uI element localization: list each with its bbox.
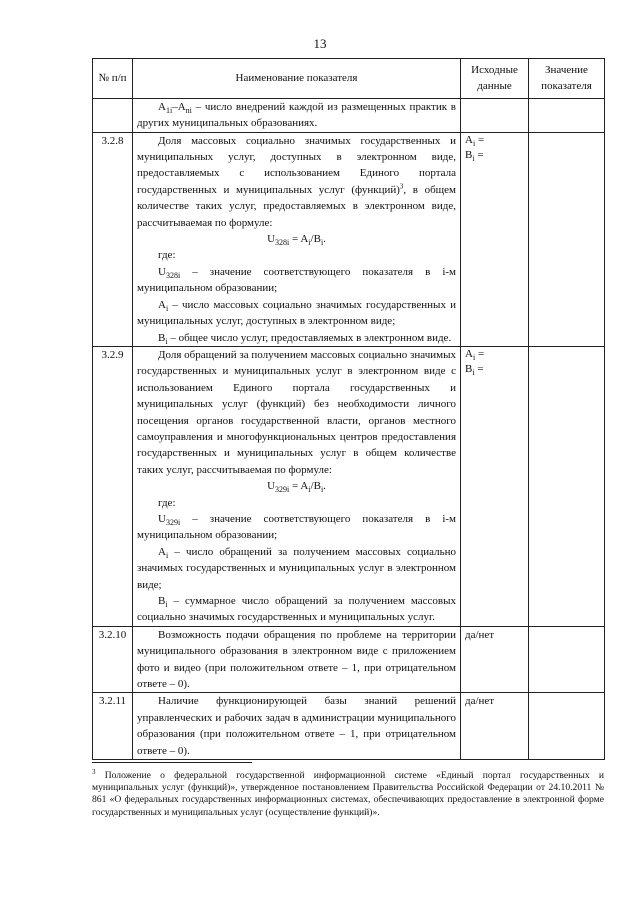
indicator-description: Возможность подачи обращения по проблеме на территории муниципального образования в электронном виде с приложением фото и видео (при положительном ответе – 1, при отрицательном ответе – 0).	[137, 628, 456, 691]
indicator-value	[529, 346, 605, 626]
row-number: 3.2.9	[93, 346, 133, 626]
row-number: 3.2.8	[93, 132, 133, 346]
indicator-value	[529, 693, 605, 760]
definition-u: $U_{328i}$ – значение соответствующего показателя в i-м муниципальном образовании;	[137, 265, 456, 295]
indicator-value	[529, 626, 605, 693]
indicator-description: Доля обращений за получением массовых социально значимых государственных и муниципальных услуг в электронном виде с использованием Единого портала государственных и муниципальных услуг (функций) без необходимости личного посещения органов государственной власти, органов местного самоуправления и многофункциональных центров предоставления государственных и муниципальных услуг в общем количестве таких услуг, рассчитываемая по формуле:	[137, 348, 456, 476]
header-num: № п/п	[93, 59, 133, 99]
footnote-separator	[92, 762, 252, 763]
definition-b: $B_i$ – суммарное число обращений за получением массовых социально значимых государственных и муниципальных услуг.	[137, 595, 456, 624]
table-row	[93, 626, 605, 693]
where-label: где:	[158, 496, 176, 509]
where-label: где:	[158, 249, 176, 262]
definition-a: $A_i$ – число массовых социально значимых государственных и муниципальных услуг, доступных в электронном виде;	[137, 298, 456, 328]
footnote-text: Положение о федеральной государственной информационной системе «Единый портал государственных и муниципальных услуг (функций)», утвержденное постановлением Правительства Российской Федерации от 24.10.2011 № 861 «О федеральных государственных информационных системах, обеспечивающих предоставление в электронной форме государственных и муниципальных услуг (осуществление функций)».	[92, 770, 604, 818]
table-row	[93, 98, 605, 132]
table-row	[93, 132, 605, 346]
footnote	[92, 767, 604, 819]
definition-u: $U_{329i}$ – значение соответствующего показателя в i-м муниципальном образовании;	[137, 512, 456, 542]
definition-b: $B_i$ – общее число услуг, предоставляемых в электронном виде.	[158, 331, 452, 346]
header-value: Значение показателя	[529, 59, 605, 99]
table-header-row	[93, 59, 605, 99]
row-number: 3.2.10	[93, 626, 133, 693]
row-number: 3.2.11	[93, 693, 133, 760]
page-number: 13	[313, 36, 327, 51]
source-data: да/нет	[461, 626, 529, 693]
header-name: Наименование показателя	[133, 59, 461, 99]
formula: $U_{329i} = A_i/B_i$.	[267, 480, 326, 495]
definition-a: $A_i$ – число обращений за получением массовых социально значимых государственных и муниципальных услуг в электронном виде;	[137, 545, 456, 591]
formula: $U_{328i} = A_i/B_i$.	[267, 233, 326, 248]
source-data: $A_i$ = $B_i$ =	[461, 346, 529, 626]
source-data: $A_i$ = $B_i$ =	[461, 132, 529, 346]
source-data: да/нет	[461, 693, 529, 760]
indicators-table	[92, 58, 605, 760]
indicator-description: Доля массовых социально значимых государственных и муниципальных услуг, доступных в электронном виде, предоставляемых с использованием Единого портала государственных и муниципальных услуг (функций)$^3$, в общем количестве таких услуг, предоставляемых в электронном виде, рассчитываемая по формуле:	[137, 134, 456, 229]
indicator-value	[529, 132, 605, 346]
table-row	[93, 693, 605, 760]
footnote-mark: 3	[92, 767, 96, 776]
continuation-text: $A_{1i}-A_{ni}$ – число внедрений каждой из размещенных практик в других муниципальных образованиях.	[137, 100, 456, 130]
header-source: Исходные данные	[461, 59, 529, 99]
indicator-description: Наличие функционирующей базы знаний решений управленческих и рабочих задач в администрации муниципального образования (при положительном ответе – 1, при отрицательном ответе – 0).	[137, 695, 456, 757]
table-row	[93, 346, 605, 626]
